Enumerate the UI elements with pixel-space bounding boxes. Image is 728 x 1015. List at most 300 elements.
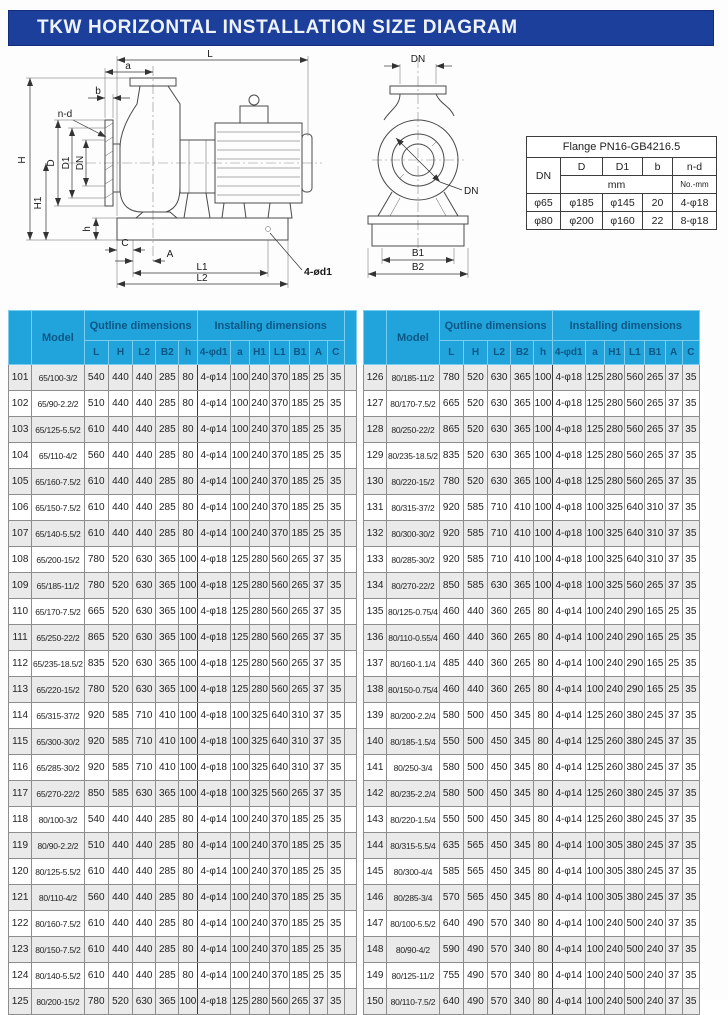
dim-cell: 560	[270, 989, 290, 1015]
model-cell: 80/250-22/2	[387, 417, 439, 443]
table-row	[364, 495, 700, 521]
table-row	[9, 443, 357, 469]
dim-cell: 360	[488, 677, 511, 703]
table-row	[9, 547, 357, 573]
dim-cell: 370	[270, 885, 290, 911]
dim-cell: 265	[645, 573, 665, 599]
table-row	[9, 911, 357, 937]
dim-cell: 125	[585, 417, 604, 443]
dim-cell: 35	[327, 729, 344, 755]
dim-cell: 100	[179, 703, 197, 729]
dim-cell: 240	[250, 937, 270, 963]
dim-cell: 25	[310, 417, 327, 443]
column-header: L2	[488, 341, 511, 365]
dim-cell: 280	[250, 651, 270, 677]
dim-cell: 325	[250, 729, 270, 755]
dimension-table-right	[363, 310, 700, 1015]
dim-cell: 500	[625, 989, 645, 1015]
dim-cell: 325	[250, 755, 270, 781]
dim-cell: 185	[290, 807, 310, 833]
dim-cell: 460	[439, 599, 463, 625]
dim-cell: 100	[230, 391, 249, 417]
row-number: 141	[364, 755, 387, 781]
dim-cell: 280	[605, 469, 625, 495]
table-row	[9, 729, 357, 755]
dim-cell: 4-φ18	[552, 365, 585, 391]
dim-cell: 440	[463, 651, 487, 677]
model-cell: 80/90-2.2/2	[32, 833, 84, 859]
dim-cell: 370	[270, 807, 290, 833]
dim-cell: 345	[511, 781, 534, 807]
dim-cell: 265	[645, 443, 665, 469]
row-number: 135	[364, 599, 387, 625]
dim-cell: 4-φ18	[197, 625, 230, 651]
dim-cell: 550	[439, 807, 463, 833]
dim-cell: 4-φ14	[552, 677, 585, 703]
flange-col-nd: n-d	[673, 158, 717, 176]
dim-cell: 780	[84, 989, 108, 1015]
model-cell: 80/110-4/2	[32, 885, 84, 911]
table-row	[9, 781, 357, 807]
model-cell: 80/160-7.5/2	[32, 911, 84, 937]
dim-cell: 100	[585, 521, 604, 547]
dim-cell: 240	[645, 989, 665, 1015]
dim-cell: 25	[310, 521, 327, 547]
table-row	[9, 937, 357, 963]
dim-cell: 365	[156, 677, 179, 703]
diagram-area	[0, 46, 728, 308]
dim-cell: 290	[625, 599, 645, 625]
dim-cell: 630	[488, 443, 511, 469]
dim-cell: 25	[665, 651, 682, 677]
dim-cell: 80	[534, 703, 552, 729]
dim-cell: 920	[439, 521, 463, 547]
dim-cell: 485	[439, 651, 463, 677]
dim-cell: 240	[605, 625, 625, 651]
table-row	[364, 625, 700, 651]
model-cell: 80/100-3/2	[32, 807, 84, 833]
dim-cell: 80	[534, 677, 552, 703]
dim-cell: 37	[665, 911, 682, 937]
dim-cell: 290	[625, 625, 645, 651]
dim-cell: 165	[645, 599, 665, 625]
row-number: 145	[364, 859, 387, 885]
flange-row	[527, 212, 717, 230]
anchor-bolt-hole	[266, 227, 271, 232]
model-cell: 80/315-5.5/4	[387, 833, 439, 859]
dim-cell: 630	[488, 365, 511, 391]
dim-cell: 4-φ18	[197, 989, 230, 1015]
model-cell: 80/110-7.5/2	[387, 989, 439, 1015]
dim-cell: 285	[156, 885, 179, 911]
dim-cell: 80	[534, 859, 552, 885]
dim-cell: 37	[665, 521, 682, 547]
dim-cell: 125	[230, 599, 249, 625]
dim-cell: 305	[605, 859, 625, 885]
dim-cell: 520	[108, 651, 132, 677]
dim-cell: 520	[108, 989, 132, 1015]
dim-cell: 100	[585, 833, 604, 859]
dim-cell: 560	[84, 443, 108, 469]
dim-cell: 37	[310, 755, 327, 781]
dim-cell: 165	[645, 651, 665, 677]
dim-cell: 380	[625, 859, 645, 885]
dim-cell: 4-φ14	[197, 417, 230, 443]
flange-cell: φ80	[527, 212, 561, 230]
dim-cell: 80	[534, 729, 552, 755]
row-number: 110	[9, 599, 32, 625]
bearing-bracket	[180, 140, 215, 193]
dim-cell: 265	[511, 651, 534, 677]
flange-cell: φ65	[527, 194, 561, 212]
dim-cell: 80	[179, 443, 197, 469]
dim-cell: 380	[625, 885, 645, 911]
dim-cell: 640	[625, 547, 645, 573]
dim-cell: 35	[682, 755, 699, 781]
dim-cell: 80	[534, 885, 552, 911]
dim-cell: 280	[605, 443, 625, 469]
dim-cell: 125	[585, 729, 604, 755]
dim-cell: 100	[230, 937, 249, 963]
row-number: 115	[9, 729, 32, 755]
spacer-cell	[344, 469, 356, 495]
dim-cell: 560	[270, 677, 290, 703]
dim-cell: 80	[179, 391, 197, 417]
dim-cell: 560	[270, 651, 290, 677]
dim-cell: 185	[290, 937, 310, 963]
dim-cell: 240	[250, 911, 270, 937]
spacer-cell	[344, 703, 356, 729]
dim-cell: 285	[156, 469, 179, 495]
dim-cell: 100	[230, 885, 249, 911]
dim-cell: 585	[108, 755, 132, 781]
spacer-cell	[344, 417, 356, 443]
dim-cell: 185	[290, 885, 310, 911]
dim-cell: 37	[665, 469, 682, 495]
flange-cell: φ200	[561, 212, 603, 230]
dim-cell: 35	[682, 521, 699, 547]
column-header: h	[179, 341, 197, 365]
dim-cell: 260	[605, 703, 625, 729]
pump-side-view-diagram	[10, 48, 350, 306]
dim-cell: 920	[84, 703, 108, 729]
dim-cell: 450	[488, 729, 511, 755]
row-number: 126	[364, 365, 387, 391]
dim-cell: 100	[230, 911, 249, 937]
dim-cell: 240	[250, 417, 270, 443]
dim-cell: 500	[463, 755, 487, 781]
dim-cell: 710	[488, 521, 511, 547]
dim-cell: 100	[179, 573, 197, 599]
table-row	[364, 885, 700, 911]
terminal-box	[240, 106, 268, 123]
dim-cell: 100	[585, 599, 604, 625]
dim-cell: 35	[682, 677, 699, 703]
dim-cell: 35	[327, 495, 344, 521]
dim-cell: 585	[463, 547, 487, 573]
dim-cell: 240	[250, 521, 270, 547]
model-column-header: Model	[32, 311, 84, 365]
spacer-cell	[344, 677, 356, 703]
spacer-cell	[344, 651, 356, 677]
dim-cell: 590	[439, 937, 463, 963]
dim-cell: 500	[463, 807, 487, 833]
table-row	[9, 677, 357, 703]
dim-cell: 25	[310, 365, 327, 391]
dim-cell: 500	[463, 729, 487, 755]
dim-cell: 100	[230, 729, 249, 755]
flange-row	[527, 194, 717, 212]
dim-cell: 585	[108, 729, 132, 755]
spacer-cell	[344, 443, 356, 469]
row-number: 117	[9, 781, 32, 807]
row-number: 140	[364, 729, 387, 755]
dim-cell: 440	[133, 469, 156, 495]
dim-cell: 560	[625, 391, 645, 417]
dim-cell: 4-φ18	[197, 547, 230, 573]
dim-cell: 100	[585, 911, 604, 937]
row-number: 148	[364, 937, 387, 963]
table-row	[364, 963, 700, 989]
dim-cell: 240	[250, 885, 270, 911]
model-cell: 80/220-1.5/4	[387, 807, 439, 833]
dim-cell: 610	[84, 521, 108, 547]
model-cell: 80/140-5.5/2	[32, 963, 84, 989]
dim-cell: 850	[439, 573, 463, 599]
dim-cell: 37	[665, 417, 682, 443]
dim-cell: 4-φ18	[197, 781, 230, 807]
dim-cell: 630	[133, 651, 156, 677]
dim-cell: 610	[84, 911, 108, 937]
dim-cell: 365	[511, 443, 534, 469]
row-number: 146	[364, 885, 387, 911]
dim-cell: 310	[645, 495, 665, 521]
column-header: L1	[625, 341, 645, 365]
dim-cell: 100	[179, 729, 197, 755]
dim-cell: 80	[534, 807, 552, 833]
dim-cell: 850	[84, 781, 108, 807]
column-header: L1	[270, 341, 290, 365]
column-header: B1	[290, 341, 310, 365]
dim-cell: 35	[327, 911, 344, 937]
dim-cell: 365	[511, 365, 534, 391]
dim-cell: 440	[133, 391, 156, 417]
row-number: 125	[9, 989, 32, 1015]
model-cell: 80/150-7.5/2	[32, 937, 84, 963]
dim-cell: 35	[682, 443, 699, 469]
dim-cell: 35	[327, 469, 344, 495]
dim-cell: 125	[230, 625, 249, 651]
dim-cell: 345	[511, 833, 534, 859]
dim-cell: 370	[270, 365, 290, 391]
dim-cell: 80	[179, 417, 197, 443]
dim-cell: 80	[534, 911, 552, 937]
dim-label-b: b	[95, 86, 101, 97]
spacer-cell	[344, 833, 356, 859]
dim-cell: 520	[108, 625, 132, 651]
dim-cell: 380	[625, 781, 645, 807]
dim-cell: 4-φ14	[197, 443, 230, 469]
dim-cell: 37	[665, 573, 682, 599]
column-header: h	[534, 341, 552, 365]
model-cell: 80/235-2.2/4	[387, 781, 439, 807]
flange-cell: 22	[643, 212, 673, 230]
row-number: 150	[364, 989, 387, 1015]
dim-cell: 80	[534, 833, 552, 859]
dim-cell: 340	[511, 937, 534, 963]
model-cell: 80/200-2.2/4	[387, 703, 439, 729]
dim-cell: 285	[156, 937, 179, 963]
dim-cell: 35	[327, 833, 344, 859]
model-cell: 65/160-7.5/2	[32, 469, 84, 495]
dim-cell: 310	[290, 729, 310, 755]
dim-cell: 285	[156, 391, 179, 417]
dim-cell: 100	[179, 755, 197, 781]
dim-cell: 640	[439, 989, 463, 1015]
dim-cell: 4-φ18	[552, 391, 585, 417]
dim-cell: 240	[250, 365, 270, 391]
dim-cell: 570	[439, 885, 463, 911]
dim-cell: 630	[488, 469, 511, 495]
dim-cell: 37	[310, 729, 327, 755]
dim-cell: 35	[682, 365, 699, 391]
column-header: H1	[605, 341, 625, 365]
dim-cell: 710	[488, 547, 511, 573]
dim-cell: 410	[511, 547, 534, 573]
dim-cell: 365	[156, 547, 179, 573]
dim-cell: 37	[665, 547, 682, 573]
dim-cell: 125	[585, 781, 604, 807]
dim-cell: 325	[605, 573, 625, 599]
column-header: C	[682, 341, 699, 365]
dim-cell: 325	[605, 521, 625, 547]
dim-cell: 240	[250, 963, 270, 989]
dim-cell: 755	[439, 963, 463, 989]
dim-cell: 100	[230, 963, 249, 989]
dim-cell: 4-φ14	[197, 963, 230, 989]
dim-cell: 37	[310, 703, 327, 729]
dim-cell: 410	[511, 521, 534, 547]
row-number: 105	[9, 469, 32, 495]
dim-cell: 100	[534, 417, 552, 443]
dim-cell: 80	[179, 495, 197, 521]
row-number: 106	[9, 495, 32, 521]
model-column-header: Model	[387, 311, 439, 365]
dim-cell: 265	[290, 677, 310, 703]
flange-table-title: Flange PN16-GB4216.5	[527, 137, 717, 158]
spacer-cell	[344, 547, 356, 573]
dim-label-D1: D1	[61, 156, 72, 170]
table-row	[364, 937, 700, 963]
dim-cell: 125	[230, 989, 249, 1015]
table-row	[364, 729, 700, 755]
column-header: B2	[511, 341, 534, 365]
dim-cell: 585	[108, 703, 132, 729]
dim-cell: 365	[511, 469, 534, 495]
dim-cell: 640	[270, 703, 290, 729]
dim-cell: 305	[605, 885, 625, 911]
model-cell: 65/235-18.5/2	[32, 651, 84, 677]
dim-cell: 265	[511, 677, 534, 703]
dim-cell: 265	[290, 547, 310, 573]
dim-cell: 450	[488, 885, 511, 911]
dim-cell: 440	[108, 443, 132, 469]
dim-label-B2: B2	[411, 262, 425, 273]
dim-cell: 4-φ18	[552, 521, 585, 547]
dim-cell: 35	[327, 443, 344, 469]
dim-cell: 610	[84, 937, 108, 963]
dim-cell: 4-φ18	[197, 573, 230, 599]
dim-cell: 35	[682, 963, 699, 989]
dim-cell: 630	[488, 391, 511, 417]
dim-cell: 4-φ14	[197, 521, 230, 547]
dim-cell: 560	[270, 573, 290, 599]
flange-cell: φ160	[603, 212, 643, 230]
table-row	[9, 521, 357, 547]
dim-cell: 240	[250, 443, 270, 469]
dim-cell: 240	[605, 599, 625, 625]
row-number: 124	[9, 963, 32, 989]
model-cell: 80/235-18.5/2	[387, 443, 439, 469]
dim-cell: 35	[327, 885, 344, 911]
table-row	[9, 885, 357, 911]
dim-cell: 340	[511, 963, 534, 989]
spacer-cell	[344, 859, 356, 885]
dim-cell: 4-φ14	[197, 885, 230, 911]
dim-cell: 100	[179, 781, 197, 807]
dim-cell: 365	[511, 573, 534, 599]
flange-col-d: D	[561, 158, 603, 176]
model-cell: 65/250-22/2	[32, 625, 84, 651]
dim-label-B1: B1	[411, 248, 425, 259]
dim-cell: 285	[156, 963, 179, 989]
dim-cell: 450	[488, 755, 511, 781]
dim-cell: 35	[682, 807, 699, 833]
dim-cell: 610	[84, 859, 108, 885]
dim-cell: 35	[327, 781, 344, 807]
dim-cell: 25	[310, 495, 327, 521]
model-cell: 80/125-0.75/4	[387, 599, 439, 625]
dim-cell: 380	[625, 703, 645, 729]
model-cell: 80/300-4/4	[387, 859, 439, 885]
spacer-header	[344, 311, 356, 365]
table-row	[9, 703, 357, 729]
row-number: 104	[9, 443, 32, 469]
dim-cell: 290	[625, 651, 645, 677]
baseplate	[117, 218, 288, 240]
dim-label-DN-top: DN	[410, 54, 426, 65]
dim-cell: 265	[290, 651, 310, 677]
table-row	[9, 391, 357, 417]
dim-cell: 165	[645, 625, 665, 651]
row-number: 120	[9, 859, 32, 885]
row-number: 123	[9, 937, 32, 963]
model-cell: 65/315-37/2	[32, 703, 84, 729]
model-cell: 80/90-4/2	[387, 937, 439, 963]
model-cell: 65/170-7.5/2	[32, 599, 84, 625]
dim-cell: 370	[270, 469, 290, 495]
model-cell: 80/185-11/2	[387, 365, 439, 391]
row-number: 128	[364, 417, 387, 443]
spacer-cell	[344, 963, 356, 989]
table-row	[9, 495, 357, 521]
dim-cell: 280	[250, 677, 270, 703]
dim-cell: 4-φ14	[197, 937, 230, 963]
eyebolt	[249, 95, 259, 105]
dim-cell: 37	[665, 391, 682, 417]
dim-cell: 440	[133, 911, 156, 937]
dim-cell: 25	[310, 391, 327, 417]
